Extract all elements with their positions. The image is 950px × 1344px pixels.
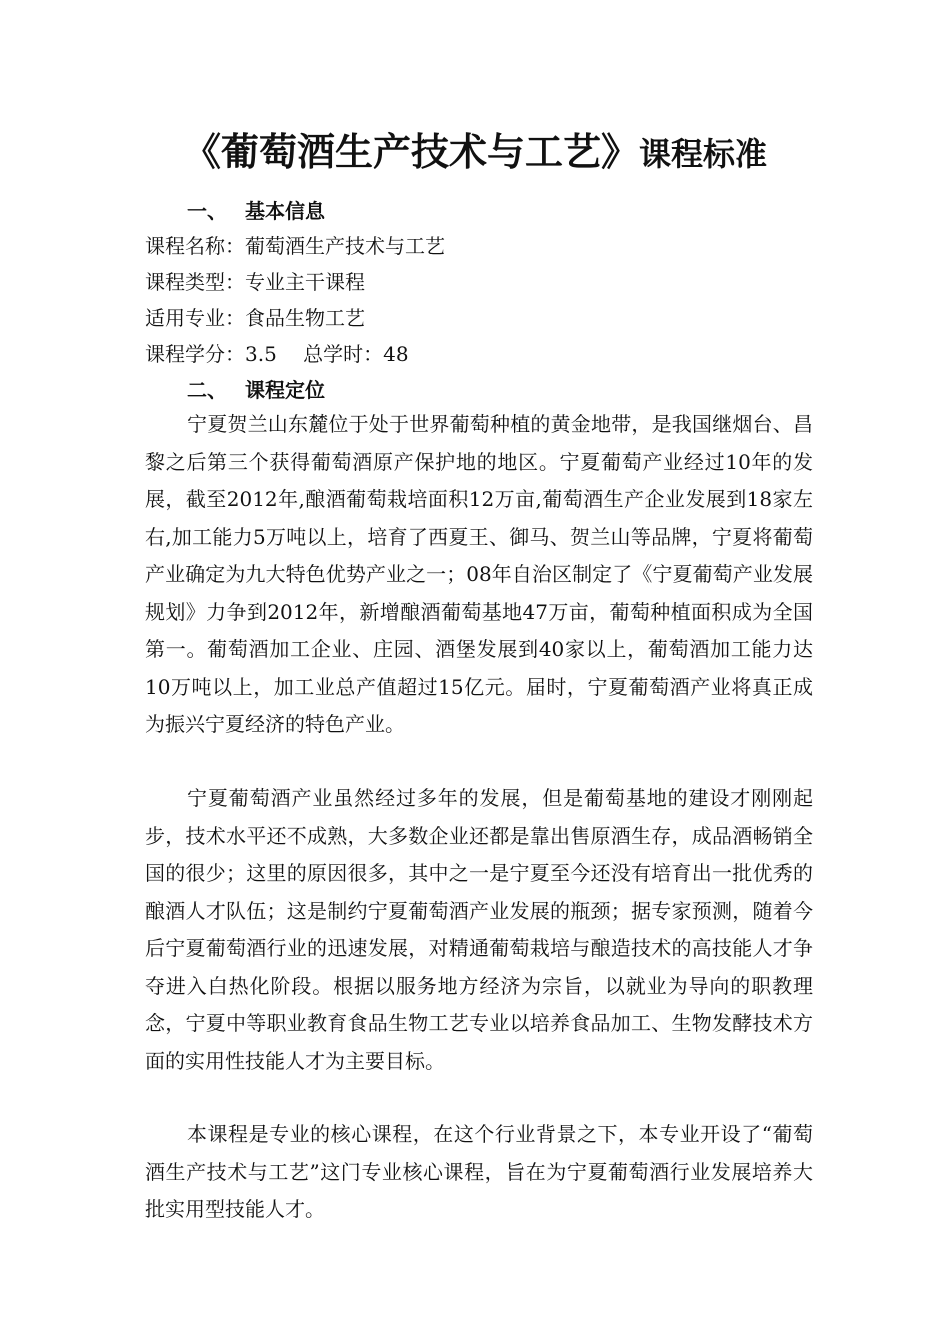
info-applicable-major: 适用专业：食品生物工艺 (145, 306, 365, 330)
info-course-type: 课程类型：专业主干课程 (145, 270, 365, 294)
info-course-name: 课程名称：葡萄酒生产技术与工艺 (145, 234, 445, 258)
paragraph-industry-background: 宁夏贺兰山东麓位于处于世界葡萄种植的黄金地带，是我国继烟台、昌黎之后第三个获得葡萄酒原产保护地的地区。宁夏葡萄产业经过10年的发展，截至2012年,酿酒葡萄栽培面积12万亩,葡萄酒生产企业发展到18家左右,加工能力5万吨以上，培育了西夏王、御马、贺兰山等品牌，宁夏将葡萄产业确定为九大特色优势产业之一；08年自治区制定了《宁夏葡萄产业发展规划》力争到2012年，新增酿酒葡萄基地47万亩，葡萄种植面积成为全国第一。葡萄酒加工企业、庄园、酒堡发展到40家以上，葡萄酒加工能力达10万吨以上，加工业总产值超过15亿元。届时，宁夏葡萄酒产业将真正成为振兴宁夏经济的特色产业。 (145, 412, 813, 736)
section-number: 一、 (187, 199, 227, 223)
section-heading-course-positioning (187, 372, 325, 408)
section-title: 基本信息 (245, 199, 325, 223)
paragraph-talent-shortage: 宁夏葡萄酒产业虽然经过多年的发展，但是葡萄基地的建设才刚刚起步，技术水平还不成熟，大多数企业还都是靠出售原酒生存，成品酒畅销全国的很少；这里的原因很多，其中之一是宁夏至今还没有培育出一批优秀的酿酒人才队伍；这是制约宁夏葡萄酒产业发展的瓶颈；据专家预测，随着今后宁夏葡萄酒行业的迅速发展，对精通葡萄栽培与酿造技术的高技能人才争夺进入白热化阶段。根据以服务地方经济为宗旨，以就业为导向的职教理念，宁夏中等职业教育食品生物工艺专业以培养食品加工、生物发酵技术方面的实用性技能人才为主要目标。 (145, 786, 813, 1073)
paragraph-course-purpose: 本课程是专业的核心课程，在这个行业背景之下，本专业开设了“葡萄酒生产技术与工艺”这门专业核心课程，旨在为宁夏葡萄酒行业发展培养大批实用型技能人才。 (145, 1122, 813, 1221)
section-title: 课程定位 (245, 378, 325, 402)
section-number: 二、 (187, 378, 227, 402)
title-main: 《葡萄酒生产技术与工艺》 (182, 130, 639, 174)
info-credits-hours: 课程学分：3.5 总学时：48 (145, 342, 409, 366)
title-sub: 课程标准 (639, 135, 768, 173)
section-heading-basic-info (187, 193, 325, 229)
document-title (0, 122, 950, 190)
